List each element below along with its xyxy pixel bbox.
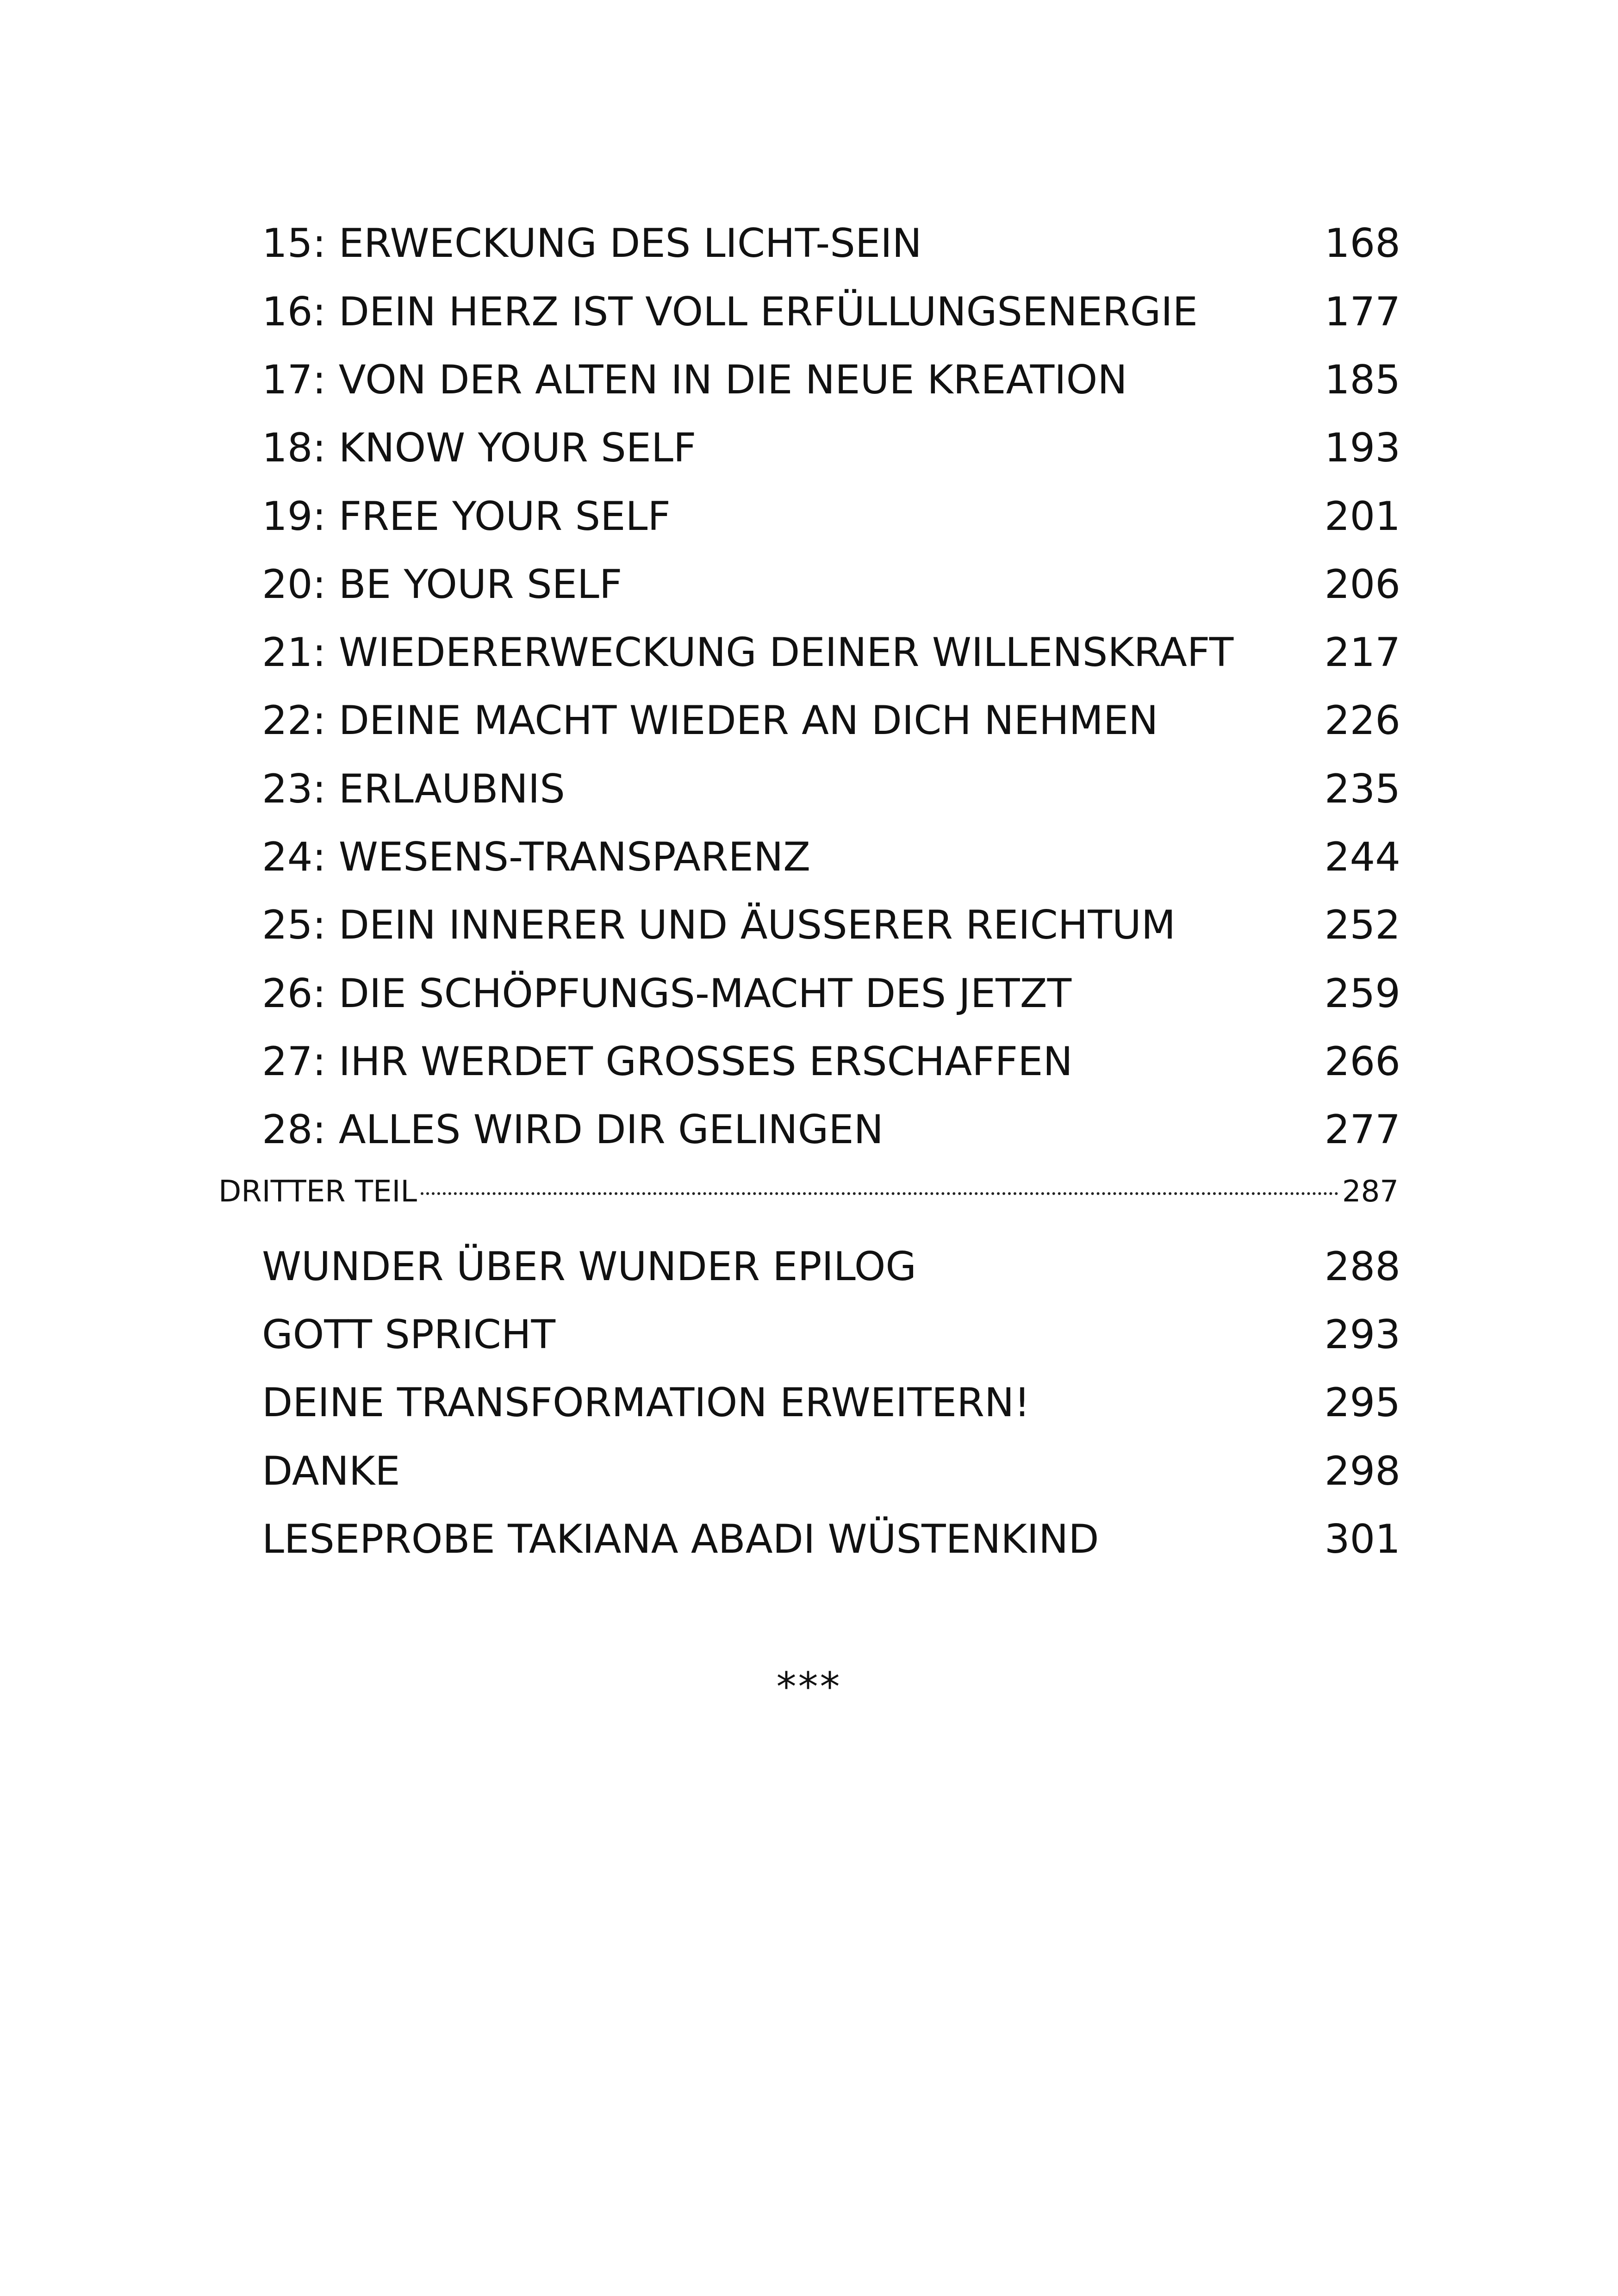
toc-entry-title: 16: DEIN HERZ IST VOLL ERFÜLLUNGSENERGIE [262, 289, 1198, 335]
toc-entry-page: 266 [1324, 1039, 1400, 1085]
toc-entry-page: 293 [1324, 1312, 1400, 1358]
toc-entry-title: 17: VON DER ALTEN IN DIE NEUE KREATION [262, 357, 1127, 403]
toc-entry-title: WUNDER ÜBER WUNDER EPILOG [262, 1244, 917, 1290]
toc-entry-page: 168 [1324, 220, 1400, 267]
toc-entry[interactable] [262, 625, 1400, 680]
toc-entry-title: 23: ERLAUBNIS [262, 766, 565, 812]
toc-entry-title: GOTT SPRICHT [262, 1312, 556, 1358]
toc-entry-title: 28: ALLES WIRD DIR GELINGEN [262, 1107, 884, 1153]
toc-entry[interactable] [262, 420, 1400, 476]
toc-entry[interactable] [262, 216, 1400, 271]
toc-entry-page: 226 [1324, 697, 1400, 744]
toc-part-heading[interactable] [218, 1171, 1399, 1213]
toc-entry[interactable] [262, 557, 1400, 612]
toc-entry-page: 177 [1324, 289, 1400, 335]
toc-entry-title: DEINE TRANSFORMATION ERWEITERN! [262, 1380, 1030, 1426]
toc-entry-page: 252 [1324, 902, 1400, 948]
toc-entry[interactable] [262, 693, 1400, 748]
toc-entry-title: 20: BE YOUR SELF [262, 561, 622, 608]
toc-entry-title: 24: WESENS-TRANSPARENZ [262, 834, 811, 880]
dot-leader [421, 1192, 1338, 1195]
toc-entry-title: 27: IHR WERDET GROSSES ERSCHAFFEN [262, 1039, 1073, 1085]
toc-entry-title: 22: DEINE MACHT WIEDER AN DICH NEHMEN [262, 697, 1158, 744]
toc-entry[interactable] [262, 966, 1400, 1021]
toc-entry-page: 277 [1324, 1107, 1400, 1153]
toc-entry-title: 21: WIEDERERWECKUNG DEINER WILLENSKRAFT [262, 629, 1234, 676]
toc-entry[interactable] [262, 1512, 1400, 1567]
toc-entry-page: 185 [1324, 357, 1400, 403]
toc-entry-title: 19: FREE YOUR SELF [262, 493, 671, 540]
toc-entry-page: 201 [1324, 493, 1400, 540]
toc-entry[interactable] [262, 897, 1400, 953]
toc-entry-page: 288 [1324, 1244, 1400, 1290]
toc-entry[interactable] [262, 1102, 1400, 1157]
toc-part-page: 287 [1342, 1175, 1399, 1209]
toc-entry-page: 206 [1324, 561, 1400, 608]
toc-entry[interactable] [262, 1034, 1400, 1089]
toc-entry[interactable] [262, 284, 1400, 340]
section-separator: *** [776, 1664, 842, 1710]
toc-entry[interactable] [262, 489, 1400, 544]
toc-entry-page: 301 [1324, 1516, 1400, 1562]
toc-entry-title: 15: ERWECKUNG DES LICHT-SEIN [262, 220, 922, 267]
toc-entry-page: 298 [1324, 1448, 1400, 1494]
toc-entry[interactable] [262, 352, 1400, 408]
toc-entry-page: 193 [1324, 425, 1400, 471]
toc-entry[interactable] [262, 1239, 1400, 1294]
toc-entry-title: 18: KNOW YOUR SELF [262, 425, 697, 471]
toc-entry[interactable] [262, 1444, 1400, 1499]
toc-entry[interactable] [262, 761, 1400, 817]
toc-entry-title: 26: DIE SCHÖPFUNGS-MACHT DES JETZT [262, 971, 1072, 1017]
toc-part-title: DRITTER TEIL [218, 1175, 417, 1209]
toc-entry-title: LESEPROBE TAKIANA ABADI WÜSTENKIND [262, 1516, 1099, 1562]
toc-entry[interactable] [262, 1375, 1400, 1431]
toc-entry-title: 25: DEIN INNERER UND ÄUSSERER REICHTUM [262, 902, 1176, 948]
toc-entry-page: 235 [1324, 766, 1400, 812]
toc-entry-page: 259 [1324, 971, 1400, 1017]
toc-entry-page: 217 [1324, 629, 1400, 676]
toc-entry-page: 244 [1324, 834, 1400, 880]
toc-entry[interactable] [262, 1307, 1400, 1363]
toc-entry-page: 295 [1324, 1380, 1400, 1426]
toc-entry[interactable] [262, 829, 1400, 885]
toc-entry-title: DANKE [262, 1448, 400, 1494]
